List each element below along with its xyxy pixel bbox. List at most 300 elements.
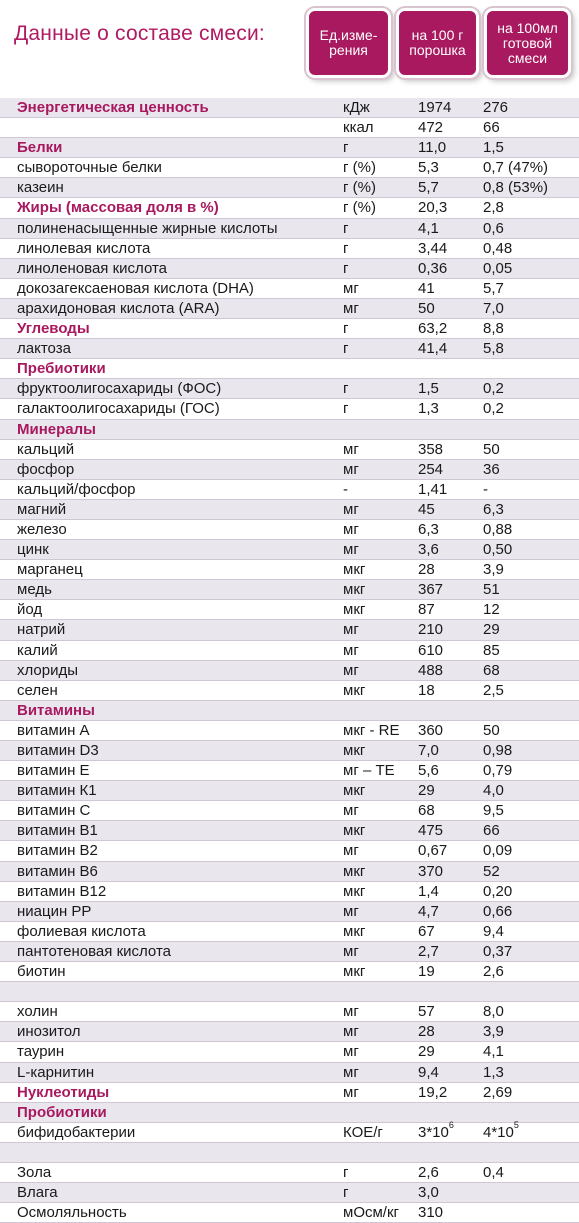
value-per-100g-text: 0,67 — [418, 842, 448, 860]
table-row — [0, 399, 579, 419]
value-per-100g-text: 63,2 — [418, 320, 448, 338]
value-per-100g-cell — [418, 520, 439, 539]
value-per-100g-text: 7,0 — [418, 742, 439, 759]
name-cell — [17, 1203, 127, 1222]
value-per-100g-text: 610 — [418, 641, 444, 659]
unit-cell — [343, 158, 376, 177]
value-per-100ml-text: 0,88 — [483, 520, 513, 538]
unit-cell — [343, 1063, 359, 1082]
value-per-100g-text: 20,3 — [418, 199, 448, 217]
value-per-100g-text: 488 — [418, 661, 444, 679]
unit-text: г — [343, 219, 349, 237]
name-cell — [17, 480, 136, 499]
unit-text: ккал — [343, 119, 374, 137]
name-text: витамин С — [17, 802, 91, 820]
name-cell — [17, 922, 146, 941]
name-cell — [17, 681, 58, 700]
unit-cell — [343, 500, 359, 519]
page-title: Данные о составе смеси: — [14, 22, 265, 45]
value-per-100ml-cell — [483, 620, 500, 639]
category-row — [0, 701, 579, 721]
name-text: сывороточные белки — [17, 159, 162, 177]
value-per-100g-cell — [418, 862, 443, 881]
name-cell — [17, 801, 90, 820]
unit-cell — [343, 178, 376, 197]
value-per-100g-cell — [418, 158, 439, 177]
name-text: фруктоолигосахариды (ФОС) — [17, 380, 222, 398]
unit-text: кДж — [343, 99, 370, 116]
value-per-100g-text: 67 — [418, 922, 435, 940]
value-per-100g-cell — [418, 1083, 447, 1102]
value-per-100g-cell — [418, 379, 439, 398]
unit-cell — [343, 1163, 348, 1182]
unit-cell — [343, 319, 348, 338]
table-row — [0, 178, 579, 198]
value-per-100g-text: 57 — [418, 1003, 435, 1021]
header-unit: Ед.изме- рения — [306, 8, 391, 78]
name-cell — [17, 379, 221, 398]
table-row — [0, 741, 579, 761]
unit-text: г — [343, 239, 349, 257]
value-per-100g-cell — [418, 1119, 454, 1142]
value-per-100ml-text: 2,69 — [483, 1083, 513, 1101]
value-per-100g-text: 3,0 — [418, 1184, 439, 1202]
unit-cell — [343, 580, 365, 599]
value-per-100ml-text: 68 — [483, 661, 500, 679]
value-per-100g-text: 3*10 — [418, 1123, 449, 1141]
value-per-100g-text: 475 — [418, 822, 444, 840]
value-per-100ml-cell — [483, 721, 500, 740]
unit-text: КОЕ/г — [343, 1123, 383, 1141]
value-per-100ml-cell — [483, 259, 512, 278]
unit-cell — [343, 219, 348, 238]
name-cell — [17, 580, 52, 599]
unit-cell — [343, 841, 359, 860]
value-per-100g-text: 11,0 — [418, 139, 447, 157]
name-cell — [17, 158, 162, 177]
value-per-100ml-cell — [483, 178, 548, 197]
value-per-100g-exponent: 6 — [448, 1119, 454, 1130]
value-per-100g-cell — [418, 259, 447, 278]
value-per-100ml-cell — [483, 741, 512, 760]
value-per-100ml-text: 2,8 — [483, 199, 504, 217]
name-text: L-карнитин — [17, 1063, 95, 1081]
unit-cell — [343, 1002, 359, 1021]
value-per-100ml-text: 4,1 — [483, 1043, 504, 1061]
value-per-100ml-cell — [483, 600, 500, 619]
name-cell — [17, 259, 167, 278]
value-per-100g-text: 19 — [418, 963, 435, 981]
value-per-100g-text: 3,6 — [418, 541, 439, 559]
value-per-100g-text: 254 — [418, 460, 444, 478]
unit-text: мкг — [343, 601, 366, 619]
value-per-100g-cell — [418, 198, 447, 217]
unit-text: мОсм/кг — [343, 1204, 399, 1222]
name-cell — [17, 560, 83, 579]
table-row — [0, 1042, 579, 1062]
unit-cell — [343, 1123, 383, 1142]
unit-text: мг — [343, 942, 359, 960]
value-per-100ml-cell — [483, 821, 500, 840]
unit-text: мг — [343, 520, 359, 538]
name-text: селен — [17, 681, 58, 699]
table-row — [0, 1119, 579, 1143]
value-per-100ml-cell — [483, 560, 504, 579]
name-cell — [17, 440, 74, 459]
value-per-100g-text: 358 — [418, 440, 444, 458]
name-cell — [17, 319, 90, 338]
value-per-100ml-cell — [483, 540, 512, 559]
name-text: Пробиотики — [17, 1103, 107, 1121]
name-cell — [17, 420, 96, 439]
name-cell — [17, 1103, 107, 1122]
name-cell — [17, 882, 106, 901]
unit-text: г — [343, 139, 349, 157]
value-per-100ml-cell — [483, 239, 512, 258]
value-per-100g-text: 19,2 — [418, 1083, 448, 1101]
unit-text: г — [343, 380, 349, 398]
table-row — [0, 1002, 579, 1022]
name-text: медь — [17, 581, 52, 599]
value-per-100ml-text: 6,3 — [483, 500, 504, 518]
name-cell — [17, 1083, 109, 1102]
value-per-100ml-cell — [483, 862, 500, 881]
name-text: казеин — [17, 179, 64, 197]
value-per-100g-text: 87 — [418, 601, 435, 619]
value-per-100g-cell — [418, 500, 435, 519]
unit-text: мкг — [343, 862, 366, 880]
name-text: фосфор — [17, 460, 75, 478]
unit-text: мг — [343, 1043, 359, 1061]
name-text: витамин А — [17, 721, 90, 739]
value-per-100ml-text: 9,4 — [483, 922, 504, 940]
value-per-100g-text: 29 — [418, 782, 435, 800]
name-text: таурин — [17, 1043, 65, 1061]
name-cell — [17, 239, 150, 258]
value-per-100ml-cell — [483, 1002, 504, 1021]
table-row — [0, 922, 579, 942]
table-row — [0, 560, 579, 580]
unit-cell — [343, 902, 359, 921]
value-per-100g-cell — [418, 922, 435, 941]
unit-cell — [343, 801, 359, 820]
name-text: витамин В1 — [17, 822, 98, 840]
value-per-100ml-cell — [483, 299, 504, 318]
unit-text: мг — [343, 460, 359, 478]
table-row — [0, 620, 579, 640]
name-text: витамин В2 — [17, 842, 98, 860]
value-per-100ml-text: - — [483, 480, 488, 498]
value-per-100g-text: 41,4 — [418, 340, 448, 358]
value-per-100ml-text: 276 — [483, 99, 509, 116]
unit-cell — [343, 882, 365, 901]
name-text: йод — [17, 601, 43, 619]
unit-cell — [343, 138, 348, 157]
value-per-100ml-cell — [483, 219, 504, 238]
table-row — [0, 821, 579, 841]
table-row — [0, 902, 579, 922]
value-per-100g-cell — [418, 1022, 435, 1041]
name-text: железо — [17, 520, 67, 538]
unit-text: г (%) — [343, 159, 376, 177]
unit-cell — [343, 520, 359, 539]
value-per-100g-text: 28 — [418, 1023, 435, 1041]
table-row — [0, 480, 579, 500]
value-per-100ml-cell — [483, 1119, 519, 1142]
unit-text: мкг — [343, 822, 366, 840]
table-row — [0, 761, 579, 781]
value-per-100ml-text: 1,3 — [483, 1063, 504, 1081]
category-row — [0, 319, 579, 339]
name-text: Энергетическая ценность — [17, 99, 209, 116]
name-cell — [17, 701, 95, 720]
name-cell — [17, 198, 219, 217]
table-row — [0, 259, 579, 279]
name-text: Витамины — [17, 701, 95, 719]
table-row — [0, 1163, 579, 1183]
name-cell — [17, 661, 78, 680]
unit-cell — [343, 440, 359, 459]
table-row — [0, 1183, 579, 1203]
value-per-100ml-exponent: 5 — [513, 1119, 519, 1130]
unit-text: мкг — [343, 963, 366, 981]
name-cell — [17, 741, 99, 760]
name-cell — [17, 98, 209, 117]
value-per-100ml-cell — [483, 942, 512, 961]
unit-cell — [343, 279, 359, 298]
name-text: Влага — [17, 1184, 58, 1202]
unit-cell — [343, 781, 365, 800]
name-text: фолиевая кислота — [17, 922, 146, 940]
value-per-100g-text: 1974 — [418, 99, 452, 116]
value-per-100ml-cell — [483, 922, 504, 941]
value-per-100ml-text: 0,7 (47%) — [483, 159, 549, 177]
name-text: марганец — [17, 561, 83, 579]
value-per-100ml-text: 0,8 (53%) — [483, 179, 549, 197]
unit-cell — [343, 540, 359, 559]
value-per-100ml-cell — [483, 138, 504, 157]
value-per-100ml-text: 9,5 — [483, 802, 504, 820]
name-text: кальций — [17, 440, 75, 458]
value-per-100g-cell — [418, 219, 439, 238]
unit-text: мг — [343, 299, 359, 317]
value-per-100ml-text: 12 — [483, 601, 500, 619]
category-row — [0, 98, 579, 118]
name-text: витамин Е — [17, 762, 90, 780]
value-per-100g-text: 41 — [418, 279, 435, 297]
table-row — [0, 1203, 579, 1223]
value-per-100ml-cell — [483, 641, 500, 660]
name-cell — [17, 1022, 81, 1041]
name-text: Пребиотики — [17, 360, 106, 378]
value-per-100ml-cell — [483, 761, 512, 780]
value-per-100g-text: 5,6 — [418, 762, 439, 780]
unit-cell — [343, 1042, 359, 1061]
spacer-row — [0, 1143, 579, 1163]
name-cell — [17, 1123, 135, 1142]
table-row — [0, 721, 579, 741]
composition-table — [0, 98, 579, 1223]
unit-text: г — [343, 1184, 349, 1202]
unit-text: мг — [343, 661, 359, 679]
value-per-100g-cell — [418, 440, 443, 459]
name-text: арахидоновая кислота (ARA) — [17, 299, 220, 317]
value-per-100g-cell — [418, 279, 435, 298]
value-per-100ml-cell — [483, 319, 504, 338]
unit-cell — [343, 1083, 359, 1102]
value-per-100ml-cell — [483, 339, 504, 358]
table-row — [0, 219, 579, 239]
name-cell — [17, 902, 91, 921]
name-text: галактоолигосахариды (ГОС) — [17, 400, 220, 418]
name-text: хлориды — [17, 661, 79, 679]
name-text: ниацин РР — [17, 902, 92, 920]
value-per-100ml-text: 0,37 — [483, 942, 513, 960]
value-per-100ml-text: 36 — [483, 460, 500, 478]
name-cell — [17, 962, 66, 981]
value-per-100ml-cell — [483, 480, 488, 499]
name-text: холин — [17, 1003, 58, 1021]
unit-cell — [343, 862, 365, 881]
name-text: докозагексаеновая кислота (DHA) — [17, 279, 254, 297]
value-per-100g-cell — [418, 460, 443, 479]
value-per-100ml-text: 8,8 — [483, 320, 504, 338]
value-per-100ml-text: 66 — [483, 822, 500, 840]
name-cell — [17, 279, 254, 298]
spacer-row — [0, 982, 579, 1002]
unit-text: г — [343, 400, 349, 418]
value-per-100g-cell — [418, 942, 439, 961]
value-per-100ml-text: 51 — [483, 581, 500, 599]
value-per-100ml-text: 0,2 — [483, 380, 504, 398]
value-per-100ml-text: 50 — [483, 721, 500, 739]
value-per-100ml-text: 85 — [483, 641, 500, 659]
value-per-100g-text: 472 — [418, 119, 444, 137]
unit-text: мг — [343, 1003, 359, 1021]
name-text: Минералы — [17, 420, 96, 438]
name-text: витамин В12 — [17, 882, 107, 900]
name-cell — [17, 460, 74, 479]
value-per-100ml-cell — [483, 118, 500, 137]
value-per-100g-text: 370 — [418, 862, 444, 880]
unit-cell — [343, 379, 348, 398]
unit-text: г — [343, 1163, 349, 1181]
value-per-100ml-cell — [483, 1042, 504, 1061]
value-per-100g-cell — [418, 801, 435, 820]
value-per-100ml-cell — [483, 661, 500, 680]
value-per-100ml-text: 3,9 — [483, 561, 504, 579]
name-cell — [17, 862, 98, 881]
unit-cell — [343, 239, 348, 258]
unit-cell — [343, 942, 359, 961]
value-per-100ml-cell — [483, 962, 504, 981]
value-per-100g-text: 367 — [418, 581, 444, 599]
value-per-100ml-text: 0,48 — [483, 239, 513, 257]
name-cell — [17, 399, 220, 418]
value-per-100ml-cell — [483, 1063, 504, 1082]
value-per-100g-cell — [418, 641, 443, 660]
unit-text: мг — [343, 1023, 359, 1041]
value-per-100g-cell — [418, 661, 443, 680]
value-per-100ml-cell — [483, 882, 512, 901]
unit-text: мг — [343, 500, 359, 518]
unit-cell — [343, 641, 359, 660]
table-row — [0, 158, 579, 178]
name-cell — [17, 821, 98, 840]
name-cell — [17, 1163, 51, 1182]
unit-cell — [343, 1022, 359, 1041]
value-per-100g-cell — [418, 178, 439, 197]
value-per-100ml-text: 0,20 — [483, 882, 513, 900]
name-cell — [17, 1042, 64, 1061]
name-cell — [17, 1002, 58, 1021]
unit-text: мкг - RE — [343, 721, 400, 739]
unit-text: мг — [343, 1063, 359, 1081]
category-row — [0, 138, 579, 158]
unit-cell — [343, 761, 395, 780]
value-per-100ml-text: 0,6 — [483, 219, 504, 237]
unit-cell — [343, 922, 365, 941]
value-per-100ml-cell — [483, 681, 504, 700]
value-per-100ml-text: 4,0 — [483, 782, 504, 800]
name-cell — [17, 1183, 58, 1202]
value-per-100g-text: 1,3 — [418, 400, 439, 418]
value-per-100g-text: 360 — [418, 721, 444, 739]
name-text: витамин D3 — [17, 742, 99, 759]
unit-cell — [343, 821, 365, 840]
value-per-100g-cell — [418, 962, 435, 981]
unit-cell — [343, 1203, 399, 1222]
unit-cell — [343, 118, 374, 137]
name-text: инозитол — [17, 1023, 81, 1041]
table-row — [0, 1022, 579, 1042]
value-per-100ml-text: 0,98 — [483, 742, 513, 759]
value-per-100g-text: 4,1 — [418, 219, 439, 237]
name-cell — [17, 781, 97, 800]
value-per-100g-text: 6,3 — [418, 520, 439, 538]
value-per-100ml-cell — [483, 781, 504, 800]
value-per-100g-text: 5,7 — [418, 179, 439, 197]
value-per-100g-cell — [418, 138, 446, 157]
value-per-100ml-text: 0,66 — [483, 902, 513, 920]
table-row — [0, 962, 579, 982]
unit-text: г — [343, 259, 349, 277]
value-per-100g-cell — [418, 721, 443, 740]
name-cell — [17, 620, 65, 639]
value-per-100ml-cell — [483, 460, 500, 479]
value-per-100ml-text: 0,50 — [483, 541, 513, 559]
value-per-100ml-cell — [483, 198, 504, 217]
unit-cell — [343, 741, 365, 760]
name-text: Жиры (массовая доля в %) — [17, 199, 219, 217]
value-per-100g-text: 210 — [418, 621, 444, 639]
value-per-100ml-text: 52 — [483, 862, 500, 880]
value-per-100ml-text: 4*10 — [483, 1123, 514, 1141]
value-per-100ml-text: 0,2 — [483, 400, 504, 418]
value-per-100g-cell — [418, 761, 439, 780]
name-cell — [17, 641, 58, 660]
unit-text: мг — [343, 641, 359, 659]
name-text: пантотеновая кислота — [17, 942, 171, 960]
name-cell — [17, 600, 42, 619]
value-per-100ml-text: 1,5 — [483, 139, 504, 157]
value-per-100g-cell — [418, 681, 435, 700]
table-row — [0, 339, 579, 359]
value-per-100ml-cell — [483, 440, 500, 459]
value-per-100ml-text: 0,79 — [483, 762, 513, 780]
value-per-100g-cell — [418, 98, 451, 117]
value-per-100ml-cell — [483, 98, 508, 117]
